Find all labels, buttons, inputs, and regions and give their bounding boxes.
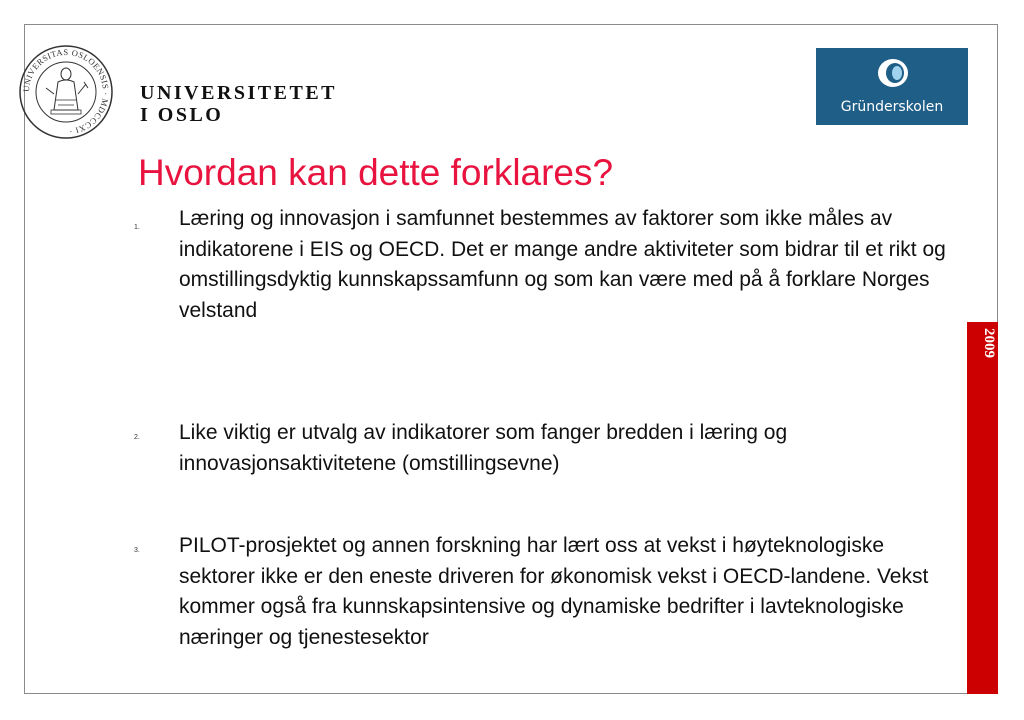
- svg-text:UNIVERSITAS OSLOENSIS · MDCCCX: UNIVERSITAS OSLOENSIS · MDCCCXI ·: [20, 46, 112, 137]
- list-item-number: 1.: [134, 224, 140, 231]
- list-item-number: 3.: [134, 547, 140, 554]
- list-item-text: PILOT-prosjektet og annen forskning har lært oss at vekst i høyteknologiske sektorer ikke er den eneste driveren for økonomisk vekst i OECD-landene. Vekst kommer også fra kunnskapsintensive og dynamiske bedrifter i lavteknologiske næringer og tjenestesektor: [179, 534, 929, 649]
- university-name-line2: I OSLO: [140, 104, 224, 126]
- grunderskolen-swirl-icon: [875, 56, 911, 90]
- year-label: 2009: [981, 328, 997, 358]
- list-item-text: Læring og innovasjon i samfunnet bestemmes av faktorer som ikke måles av indikatorene i EIS og OECD. Det er mange andre aktiviteter som bidrar til et rikt og omstillingsdyktig kunnskapssamfunn og som kan være med på å forklare Norges velstand: [179, 207, 946, 322]
- grunderskolen-logo: [816, 48, 968, 125]
- grunderskolen-logo-text: Gründerskolen: [840, 99, 944, 115]
- university-name-line1: UNIVERSITETET: [140, 82, 338, 104]
- list-item-number: 2.: [134, 434, 140, 441]
- list-item-text: Like viktig er utvalg av indikatorer som fanger bredden i læring og innovasjonsaktivitetene (omstillingsevne): [179, 421, 788, 475]
- side-year-bar: [967, 322, 998, 694]
- university-seal-logo: [18, 44, 114, 140]
- slide-title: Hvordan kan dette forklares?: [138, 152, 614, 193]
- university-name: [140, 82, 337, 126]
